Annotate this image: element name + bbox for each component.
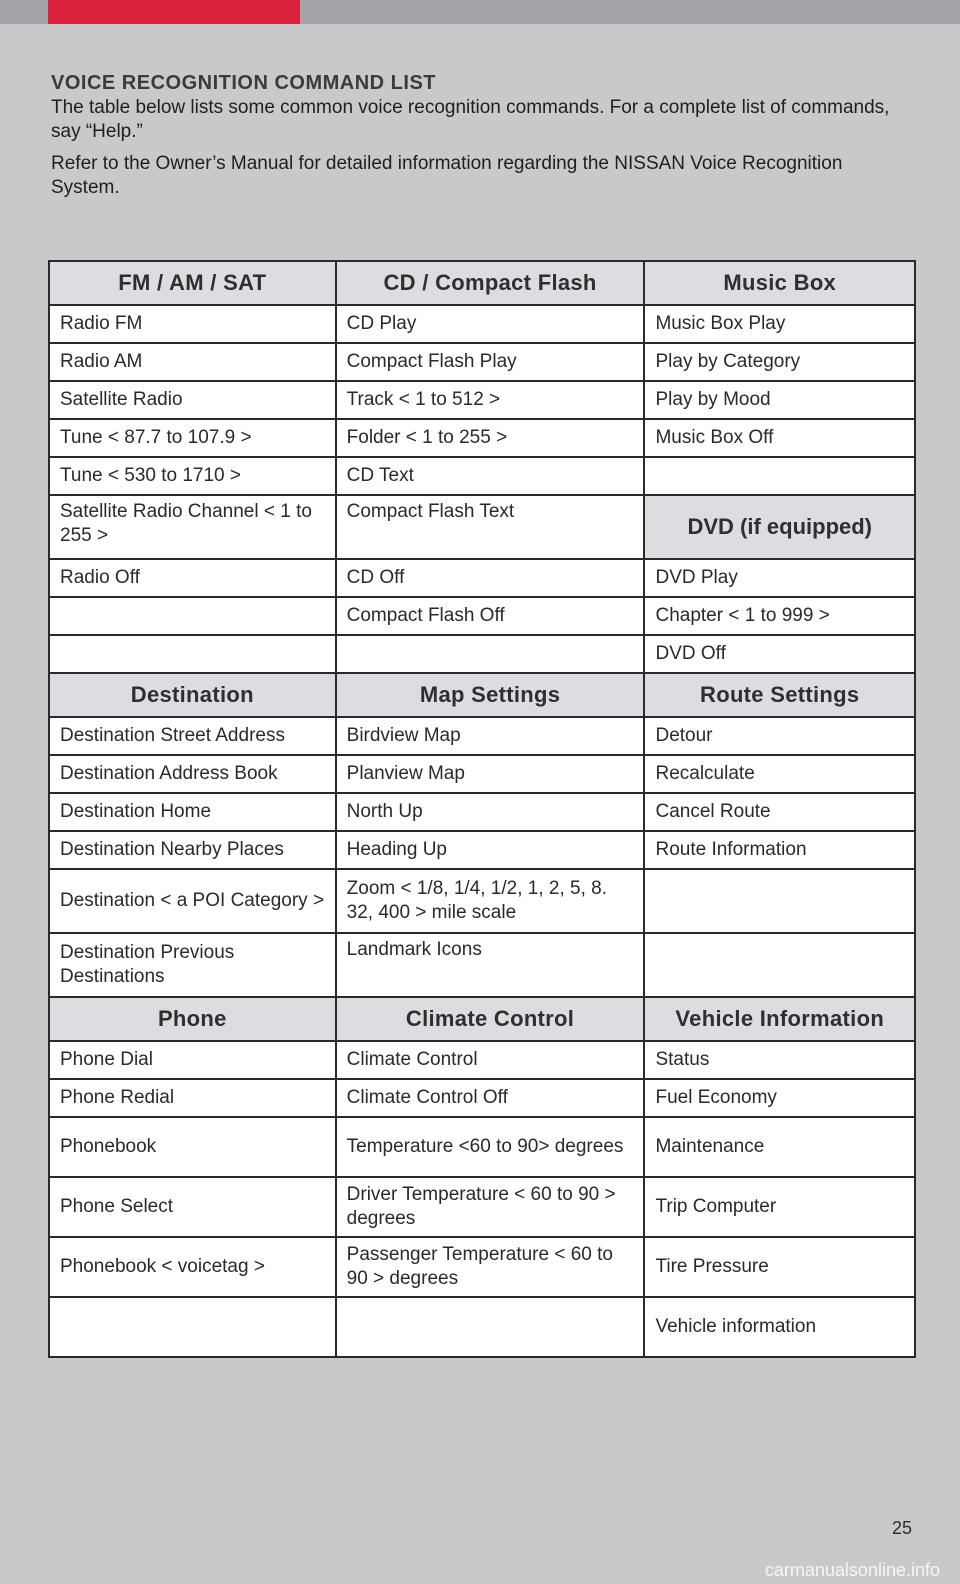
table-cell: Destination < a POI Category >: [49, 869, 336, 933]
table-cell: Phonebook: [49, 1117, 336, 1177]
table-header-row: [49, 261, 915, 305]
table-row: [49, 1117, 915, 1177]
page-number: 25: [891, 1518, 912, 1538]
table-cell: Play by Mood: [644, 381, 915, 419]
table-cell: Phone Redial: [49, 1079, 336, 1117]
top-bar: [0, 0, 960, 24]
table-cell: [49, 635, 336, 673]
table-cell: Radio FM: [49, 305, 336, 343]
header-climate-control: Climate Control: [336, 997, 645, 1041]
table-row: [49, 343, 915, 381]
table-cell: Phone Dial: [49, 1041, 336, 1079]
table-cell: Satellite Radio Channel < 1 to 255 >: [49, 495, 336, 559]
table-cell: Tire Pressure: [644, 1237, 915, 1297]
header-route-settings: Route Settings: [644, 673, 915, 717]
header-cd-compact-flash: CD / Compact Flash: [336, 261, 645, 305]
intro-paragraph-1: The table below lists some common voice recognition commands. For a complete list of commands, say “Help.”: [51, 97, 890, 142]
table-row: [49, 933, 915, 997]
table-header-row: [49, 997, 915, 1041]
table-cell: Destination Nearby Places: [49, 831, 336, 869]
table-cell: Zoom < 1/8, 1/4, 1/2, 1, 2, 5, 8. 32, 400 > mile scale: [336, 869, 645, 933]
table-cell: Detour: [644, 717, 915, 755]
table-row: [49, 1041, 915, 1079]
table-row: [49, 381, 915, 419]
top-bar-accent: [48, 0, 300, 24]
table-row: [49, 635, 915, 673]
table-cell: Cancel Route: [644, 793, 915, 831]
table-cell: Passenger Temperature < 60 to 90 > degrees: [336, 1237, 645, 1297]
table-row: [49, 1237, 915, 1297]
table-cell: Driver Temperature < 60 to 90 > degrees: [336, 1177, 645, 1237]
intro-section: [51, 72, 911, 208]
table-cell: Phone Select: [49, 1177, 336, 1237]
header-fm-am-sat: FM / AM / SAT: [49, 261, 336, 305]
table-cell: Folder < 1 to 255 >: [336, 419, 645, 457]
table-cell: DVD Play: [644, 559, 915, 597]
table-cell: Music Box Off: [644, 419, 915, 457]
table-cell: Compact Flash Off: [336, 597, 645, 635]
table-cell: CD Play: [336, 305, 645, 343]
table-cell: Route Information: [644, 831, 915, 869]
header-vehicle-information: Vehicle Information: [644, 997, 915, 1041]
table-cell: Climate Control: [336, 1041, 645, 1079]
table-cell: Destination Previous Destinations: [49, 933, 336, 997]
table-cell: Phonebook < voicetag >: [49, 1237, 336, 1297]
table-cell: Landmark Icons: [336, 933, 645, 997]
table-row: [49, 793, 915, 831]
command-table: [48, 260, 916, 1358]
table-cell: Tune < 530 to 1710 >: [49, 457, 336, 495]
table-row: [49, 1079, 915, 1117]
table-cell: Chapter < 1 to 999 >: [644, 597, 915, 635]
table-cell: Vehicle information: [644, 1297, 915, 1357]
table-cell: Radio Off: [49, 559, 336, 597]
table-cell: Track < 1 to 512 >: [336, 381, 645, 419]
table-cell: [644, 933, 915, 997]
table-cell: Music Box Play: [644, 305, 915, 343]
table-row: [49, 597, 915, 635]
header-music-box: Music Box: [644, 261, 915, 305]
table-cell: [644, 457, 915, 495]
table-row: [49, 1177, 915, 1237]
table-cell: Play by Category: [644, 343, 915, 381]
table-row: [49, 755, 915, 793]
table-cell: Birdview Map: [336, 717, 645, 755]
table-cell: Compact Flash Play: [336, 343, 645, 381]
table-cell: Status: [644, 1041, 915, 1079]
table-cell: [644, 869, 915, 933]
table-header-row: [49, 673, 915, 717]
table-cell: Destination Address Book: [49, 755, 336, 793]
table-cell: Radio AM: [49, 343, 336, 381]
table-cell: CD Text: [336, 457, 645, 495]
table-cell: Trip Computer: [644, 1177, 915, 1237]
table-cell: [49, 1297, 336, 1357]
table-row: [49, 457, 915, 495]
watermark-text: carmanualsonline.info: [764, 1560, 940, 1580]
header-destination: Destination: [49, 673, 336, 717]
table-cell: Climate Control Off: [336, 1079, 645, 1117]
table-cell: Recalculate: [644, 755, 915, 793]
header-phone: Phone: [49, 997, 336, 1041]
table-row: [49, 419, 915, 457]
table-row: [49, 559, 915, 597]
table-cell: Destination Home: [49, 793, 336, 831]
table-row: [49, 717, 915, 755]
table-cell: [336, 1297, 645, 1357]
table-cell: Tune < 87.7 to 107.9 >: [49, 419, 336, 457]
header-map-settings: Map Settings: [336, 673, 645, 717]
table-row: [49, 869, 915, 933]
table-cell: Satellite Radio: [49, 381, 336, 419]
table-row: [49, 1297, 915, 1357]
table-cell: Temperature <60 to 90> degrees: [336, 1117, 645, 1177]
page-heading: VOICE RECOGNITION COMMAND LIST: [51, 72, 436, 94]
table-cell: North Up: [336, 793, 645, 831]
subheader-dvd: DVD (if equipped): [644, 495, 915, 559]
table-row: [49, 305, 915, 343]
intro-paragraph-2: Refer to the Owner’s Manual for detailed information regarding the NISSAN Voice Recognition System.: [51, 153, 843, 198]
table-cell: DVD Off: [644, 635, 915, 673]
table-cell: Planview Map: [336, 755, 645, 793]
table-row: [49, 495, 915, 559]
table-cell: CD Off: [336, 559, 645, 597]
table-cell: Destination Street Address: [49, 717, 336, 755]
table-row: [49, 831, 915, 869]
table-cell: [336, 635, 645, 673]
table-cell: Heading Up: [336, 831, 645, 869]
table-cell: Compact Flash Text: [336, 495, 645, 559]
table-cell: Fuel Economy: [644, 1079, 915, 1117]
table-cell: Maintenance: [644, 1117, 915, 1177]
table-cell: [49, 597, 336, 635]
